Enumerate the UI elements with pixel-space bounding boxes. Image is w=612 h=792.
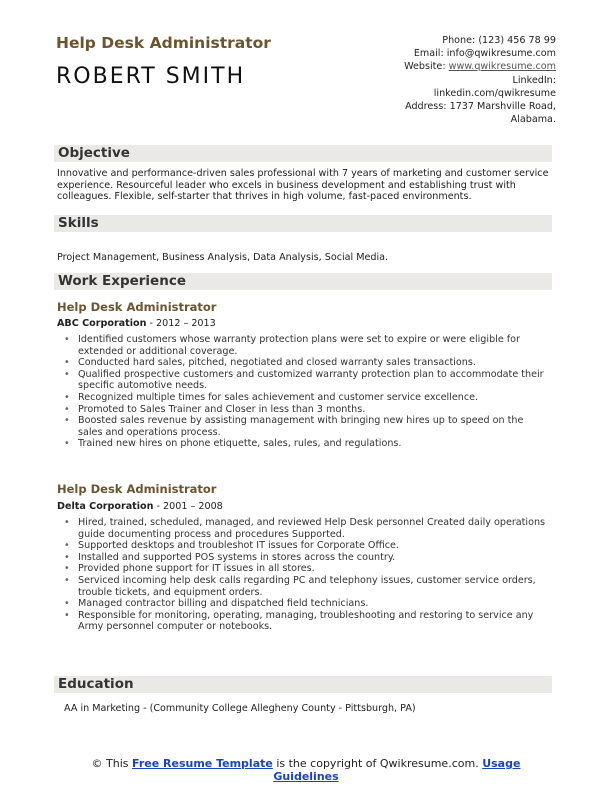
linkedin-label: LinkedIn: [512,74,556,86]
candidate-name: ROBERT SMITH [56,64,246,89]
email-label: Email: [413,48,444,60]
education-text: AA in Marketing - (Community College Allegheny County - Pittsburgh, PA) [64,703,416,714]
job-1-bullets [64,334,550,450]
job-1-dates: - 2012 – 2013 [146,318,216,329]
list-item: • Identified customers whose warranty protection plans were set to expire or were eligible for extended or additional coverage. [64,334,550,357]
education-section-header [54,676,552,693]
resume-header [56,34,556,128]
list-item: • Managed contractor billing and dispatched field technicians. [64,598,550,610]
work-section-header [54,273,552,290]
job-1-company-line [57,318,216,329]
phone-line [336,34,556,47]
address-label: Address: [405,101,447,113]
website-link[interactable]: www.qwikresume.com [448,61,556,73]
job-2-dates: - 2001 – 2008 [153,501,223,512]
footer-prefix: © This [91,757,133,770]
list-item: • Hired, trained, scheduled, managed, and reviewed Help Desk personnel Created daily operations guide documenting process and procedures Supported. [64,517,550,540]
address-line [336,100,556,113]
job-title: Help Desk Administrator [56,34,271,52]
usage-guidelines-link[interactable]: Usage [482,757,521,770]
objective-heading: Objective [58,145,130,161]
job-2-company-line [57,501,223,512]
address-value: 1737 Marshville Road, [449,101,556,113]
phone-value: (123) 456 78 99 [478,35,556,46]
address-line-2: Alabama. [510,114,556,126]
email-value: info@qwikresume.com [446,48,556,60]
website-label: Website: [404,61,446,73]
objective-text: Innovative and performance-driven sales professional with 7 years of marketing and customer service experience. Resourceful leader who excels in business development and establishing trust with colleagues. Flexible, self-starter that thrives in high volume, fast-paced environments. [57,168,549,203]
list-item: • Qualified prospective customers and customized warranty protection plan to accommodate their specific automotive needs. [64,369,550,392]
skills-section-header [54,215,552,232]
website-line [336,60,556,73]
footer-middle: is the copyright of Qwikresume.com. [272,757,483,770]
skills-text: Project Management, Business Analysis, Data Analysis, Social Media. [57,252,389,263]
list-item: • Recognized multiple times for sales achievement and customer service excellence. [64,392,550,404]
phone-label: Phone: [442,35,476,46]
job-2-title: Help Desk Administrator [57,482,217,496]
objective-section-header [54,145,552,162]
copyright-footer [0,757,612,783]
job-2-bullets [64,517,550,633]
list-item: • Responsible for monitoring, operating, managing, troubleshooting and restoring to service any Army personnel computer or notebooks. [64,610,550,633]
list-item: • Conducted hard sales, pitched, negotiated and closed warranty sales transactions. [64,357,550,369]
email-line [336,47,556,60]
list-item: • Serviced incoming help desk calls regarding PC and telephony issues, customer service orders, trouble tickets, and equipment orders. [64,575,550,598]
list-item: • Promoted to Sales Trainer and Closer in less than 3 months. [64,404,550,416]
work-heading: Work Experience [58,273,186,289]
list-item: • Trained new hires on phone etiquette, sales, rules, and regulations. [64,438,550,450]
job-1-company: ABC Corporation [57,318,147,329]
list-item: • Boosted sales revenue by assisting management with bringing new hires up to speed on the sales and operations process. [64,415,550,438]
usage-guidelines-link-line2[interactable]: Guidelines [273,770,339,783]
education-heading: Education [58,676,134,692]
linkedin-value: linkedin.com/qwikresume [433,87,556,99]
list-item: • Supported desktops and troubleshot IT issues for Corporate Office. [64,540,550,552]
list-item: • Provided phone support for IT issues in all stores. [64,563,550,575]
free-resume-template-link[interactable]: Free Resume Template [132,757,273,770]
job-1-title: Help Desk Administrator [57,300,217,314]
job-2-company: Delta Corporation [57,501,154,512]
skills-heading: Skills [58,215,99,231]
contact-block [336,34,556,126]
list-item: • Installed and supported POS systems in stores across the country. [64,552,550,564]
